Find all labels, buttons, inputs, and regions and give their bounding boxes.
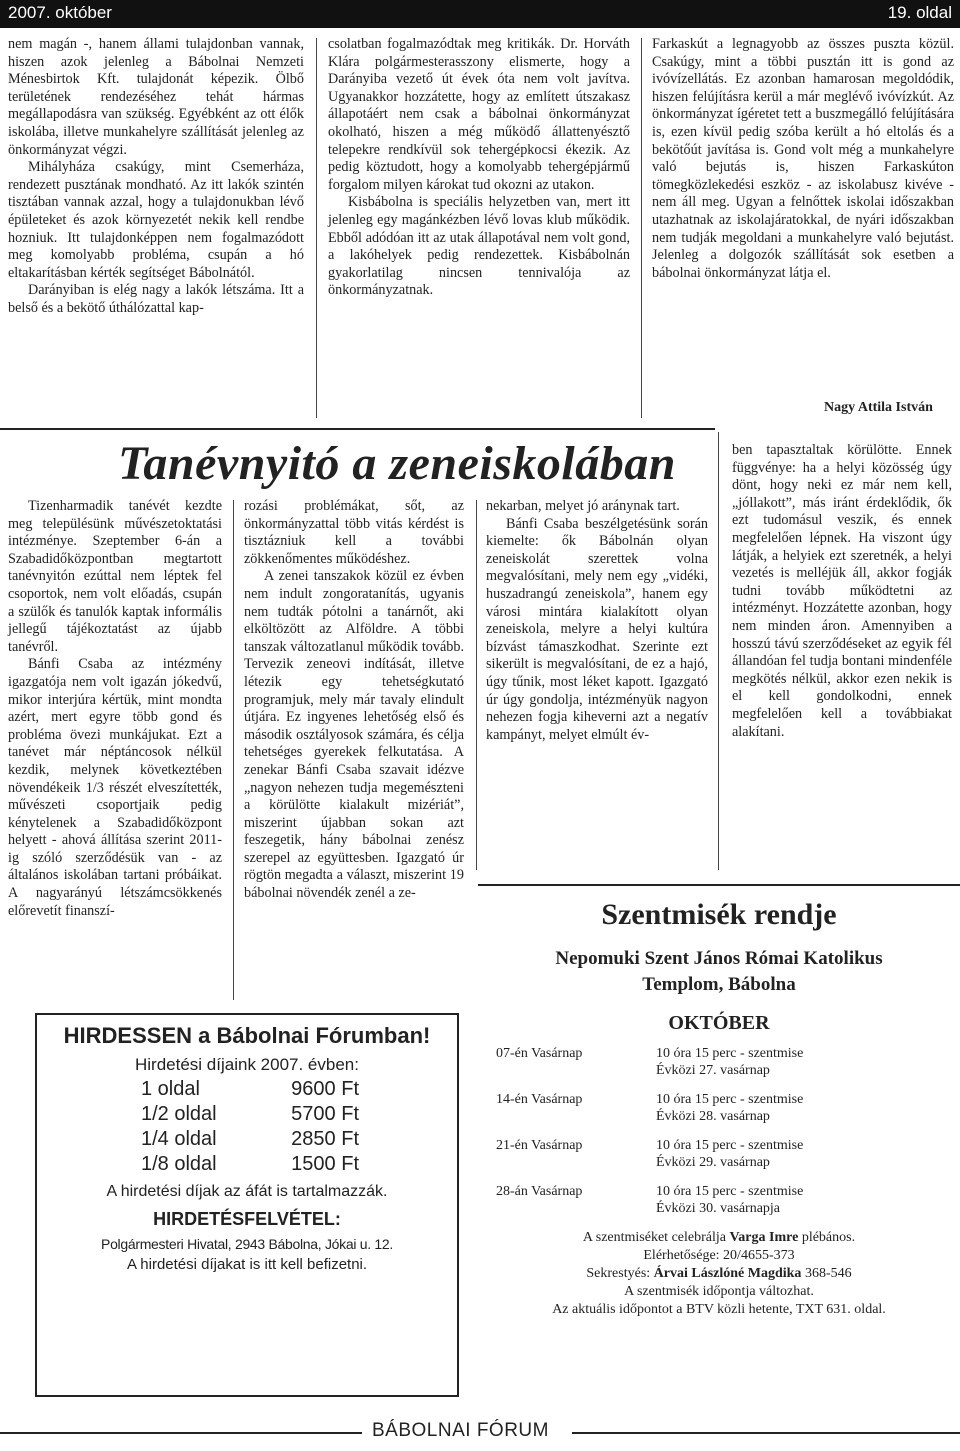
paragraph: rozási problémákat, sőt, az önkormányzattal több vitás kérdést is tisztázniuk kell a további zökkenőmentes működéshez.	[244, 498, 464, 567]
table-row	[496, 1108, 803, 1125]
column-divider	[233, 500, 234, 1000]
celebrant-name: Varga Imre	[729, 1230, 799, 1245]
church-line-2: Templom, Bábolna	[642, 974, 796, 995]
advertisement-box	[35, 1013, 459, 1397]
table-row	[496, 1062, 803, 1079]
schedule-day: 21-én Vasárnap	[496, 1138, 583, 1153]
phone-line: Elérhetősége: 20/4655-373	[643, 1248, 795, 1263]
paragraph: csolatban fogalmazódtak meg kritikák. Dr. Horváth Klára polgármesterasszony elismerte, hogy a Darányiba vezető út évek óta nem volt javítva. Ugyanakkor hozzátette, hogy az említett útszakasz állapotáért nem csak a bábolnai önkormányzat okolható, hiszen a még működő állattenyésztő telepekre rendkívül sok tehergépkocsi ékezik. Az pedig köztudott, hogy a komolyabb tehergépjármű forgalom milyen károkat tud okozni az utakon.	[328, 36, 630, 193]
paragraph: ben tapasztaltak körülötte. Ennek függvénye: ha a helyi közösség úgy dönt, hogy neki ez már nem kell, „jóllakott”, más iránt érdeklődik, ők ezt tudomásul veszik, és ennek megfelelően lépnek. Ha viszont úgy látják, a helyiek ezt szeretnék, a helyi vezetés is melléjük áll, akkor fogják tudni tovább működtetni az intézményt. Hozzátette azonban, hogy nem minden áron. Amennyiben a hosszú távú szerződéseket az egyik fél állandóan fel tudja bontani mindenféle megkötés nélkül, akkor ezen nekik is el kell gondolkodni, ennek megfelelően kell a továbbiakat alakítani.	[732, 442, 952, 740]
ad-price: 2850 Ft	[291, 1128, 359, 1150]
top-article-column-3	[652, 36, 954, 282]
section-divider	[478, 884, 960, 886]
paragraph: Farkaskút a legnagyobb az összes puszta közül. Csakúgy, mint a többi pusztán itt is gond az ivóvízellátás. Ez azonban hamarosan megoldódik, hiszen felújításra kerül a már meglévő ivóvízkút. Az önkormányzat ígéretet tett a buszmegálló felújítására is, ezen kívül pedig szóba került a hó eltolás és a bekötőút javítása is. Gond volt még a munkahelyre való bejutás is, hiszen Farkaskúton tömegközlekedési eszköz - az iskolabusz kivéve - nem áll meg. Ugyan a felnőttek iskolai időszakban utazhatnak az iskolajáratokkal, de nyári időszakban nem tudják megoldani a munkahelyre való bejutást. Jelenleg a dolgozók szállítását sok esetben a bábolnai önkormányzat látja el.	[652, 36, 954, 281]
schedule-day: 28-án Vasárnap	[496, 1184, 583, 1199]
paragraph: nem magán -, hanem állami tulajdonban vannak, hiszen azok jelenleg a Bábolnai Nemzeti Ménesbirtok Kft. tulajdonát képezik. Ölbő területének rendezéséhez tehát hármas megállapodásra van szükség. Egyébként az ott élők iskolába, illetve munkahelyre szállítását jelenleg az önkormányzat végzi.	[8, 36, 304, 158]
schedule-table	[496, 1045, 803, 1217]
paragraph: Mihályháza csakúgy, mint Csemerháza, rendezett pusztának mondható. Az itt lakók szintén tisztában vannak azzal, hogy a tulajdonukban lévő épületeket és azok környezetét nekik kell rendbe hozniuk. Itt tulajdonképpen nem fogalmazódott meg komolyabb probléma, csupán a hó eltakarításban kérték segítséget Bábolnától.	[8, 159, 304, 281]
ad-address: Polgármesteri Hivatal, 2943 Bábolna, Jókai u. 12.	[101, 1236, 393, 1252]
top-article-column-2	[328, 36, 630, 300]
payment-note: A hirdetési díjakat is itt kell befizetni.	[126, 1256, 368, 1273]
footer-rule-right	[572, 1432, 960, 1434]
ad-size: 1/8 oldal	[141, 1153, 217, 1175]
price-row	[97, 1102, 397, 1127]
paragraph: Bánfi Csaba beszélgetésünk során kiemelte: ők Bábolnán olyan zeneiskolát szerettek volna megvalósítani, mely nem egy „vidéki, huszadrangú zeneiskola”, hanem egy városi mintára kialakított olyan zeneiskola, melyre a helyi kultúra bízvást támaszkodhat. Szerinte ezt sikerült is megvalósítani, de ez a hajó, úgy tűnik, most léket kapott. Igazgató úr úgy gondolja, intézményük nagyon nehezen fogja kiheverni azt a negatív kampányt, melyet elmúlt év-	[486, 515, 708, 743]
mass-title: Szentmisék rendje	[601, 898, 837, 931]
issue-date: 2007. október	[8, 3, 112, 22]
celebrant-line	[478, 1229, 960, 1247]
schedule-time: 10 óra 15 perc - szentmise	[656, 1092, 804, 1107]
page-header	[0, 0, 960, 28]
music-column-1	[8, 498, 222, 920]
ad-price: 1500 Ft	[291, 1153, 359, 1175]
price-row	[97, 1152, 397, 1177]
price-list	[97, 1077, 397, 1177]
sacristan-line	[478, 1265, 960, 1283]
sacristan-prefix: Sekrestyés:	[586, 1266, 654, 1281]
column-divider	[641, 38, 642, 418]
publication-name: BÁBOLNAI FÓRUM	[372, 1420, 549, 1441]
table-row	[496, 1200, 803, 1217]
page-footer	[0, 1418, 960, 1448]
price-row	[97, 1077, 397, 1102]
ad-headline: HIRDESSEN a Bábolnai Fórumban!	[63, 1023, 431, 1048]
table-row	[496, 1079, 803, 1108]
price-row	[97, 1127, 397, 1152]
schedule-time: 10 óra 15 perc - szentmise	[656, 1046, 804, 1061]
schedule-day: 07-én Vasárnap	[496, 1046, 583, 1061]
month-heading: OKTÓBER	[668, 1012, 770, 1034]
paragraph: nekarban, melyet jó aránynak tart.	[486, 498, 680, 514]
table-row	[496, 1125, 803, 1154]
btv-note: Az aktuális időpontot a BTV közli hetente, TXT 631. oldal.	[552, 1302, 886, 1317]
paragraph: Tizenharmadik tanévét kezdte meg településünk művészetoktatási intézménye. Szeptember 6-án a Szabadidőközpontban megtartott tanévnyitón ezúttal nem léptek fel csoportok, nem volt előadás, csupán a szülők és tanulók kaptak informális jellegű tájékoztatást az újabb tanévről.	[8, 498, 222, 655]
celebrant-prefix: A szentmiséket celebrálja	[582, 1230, 730, 1245]
schedule-note: Évközi 27. vasárnap	[656, 1063, 770, 1078]
sacristan-name: Árvai Lászlóné Magdika	[653, 1266, 802, 1281]
change-note: A szentmisék időpontja változhat.	[624, 1284, 814, 1299]
schedule-note: Évközi 30. vasárnapja	[656, 1201, 781, 1216]
ad-size: 1/2 oldal	[141, 1103, 217, 1125]
column-divider	[316, 38, 317, 418]
paragraph: Kisbábolna is speciális helyzetben van, mert itt jelenleg egy magánkézben lévő lovas klub működik. Ebből adódóan itt az utak állapotával nem volt gond, a lakóhelyek pedig rendezettek. Kisbábolnán gyakorlatilag nincsen tennivalója az önkormányzatnak.	[328, 194, 630, 299]
music-column-3	[486, 498, 708, 744]
table-row	[496, 1045, 803, 1062]
table-row	[496, 1154, 803, 1171]
paragraph: A zenei tanszakok közül ez évben nem indult zongoratanítás, ugyanis nem tudták pótolni a tanárnőt, aki elköltözött az Alföldre. A többi tanszak változatlanul működik tovább. Tervezik zeneovi indítását, illetve létezik egy tehetségkutató programjuk, mely már tavaly elindult útjára. Ez ingyenes lehetőség első és második osztályosok számára, és célja tehetséges gyerekek felkutatása. A zenekar Bánfi Csaba szavait idézve „nagyon nehezen tudja megemészteni a körülötte kialakult mizériát”, miszerint újabban sokan azt feszegetik, hány bábolnai zenész szerepel az együttesben. Igazgató úr rögtön megadta a választ, miszerint 19 bábolnai növendék zenél a ze-	[244, 568, 464, 902]
top-article-column-1	[8, 36, 304, 318]
sacristan-phone: 368-546	[801, 1266, 852, 1281]
mass-schedule	[478, 890, 960, 1319]
schedule-note: Évközi 29. vasárnap	[656, 1155, 770, 1170]
vat-note: A hirdetési díjak az áfát is tartalmazzák.	[106, 1183, 388, 1200]
schedule-time: 10 óra 15 perc - szentmise	[656, 1184, 804, 1199]
article-title: Tanévnyitó a zeneiskolában	[118, 437, 676, 490]
church-line-1: Nepomuki Szent János Római Katolikus	[555, 948, 883, 969]
table-row	[496, 1171, 803, 1200]
music-column-4	[732, 442, 952, 741]
schedule-day: 14-én Vasárnap	[496, 1092, 583, 1107]
column-divider	[718, 432, 719, 870]
section-divider	[0, 428, 715, 430]
paragraph: Darányiban is elég nagy a lakók létszáma. Itt a belső és a bekötő úthálózattal kap-	[8, 282, 304, 316]
church-name	[478, 946, 960, 998]
author-signature: Nagy Attila István	[824, 400, 933, 415]
music-column-2	[244, 498, 464, 903]
ad-size: 1 oldal	[141, 1078, 200, 1100]
ad-price: 5700 Ft	[291, 1103, 359, 1125]
celebrant-suffix: plébános.	[798, 1230, 856, 1245]
ad-size: 1/4 oldal	[141, 1128, 217, 1150]
schedule-time: 10 óra 15 perc - szentmise	[656, 1138, 804, 1153]
column-divider	[476, 500, 477, 870]
footer-rule-left	[0, 1432, 362, 1434]
paragraph: Bánfi Csaba az intézmény igazgatója nem volt igazán jókedvű, mikor interjúra kértük, mint mondta azért, mert egyre több gond és probléma övezi munkájukat. Ezt a tanévet már néptáncosok nélkül kezdik, melynek következtében növendékeik 1/3 részét elveszítették, művészeti csoportjaik pedig kénytelenek a Szabadidőközpont helyett - ahová állítása szerint 2011-ig szóló szerződésük van - az általános iskolában tartani próbáikat. A nagyarányú létszámcsökkenés előrevetít finanszí-	[8, 656, 222, 919]
mass-footer	[478, 1229, 960, 1319]
schedule-note: Évközi 28. vasárnap	[656, 1109, 770, 1124]
ad-intake-title: HIRDETÉSFELVÉTEL:	[153, 1209, 341, 1229]
page-number: 19. oldal	[887, 3, 952, 22]
ad-price: 9600 Ft	[291, 1078, 359, 1100]
ad-subheadline: Hirdetési díjaink 2007. évben:	[135, 1055, 359, 1074]
